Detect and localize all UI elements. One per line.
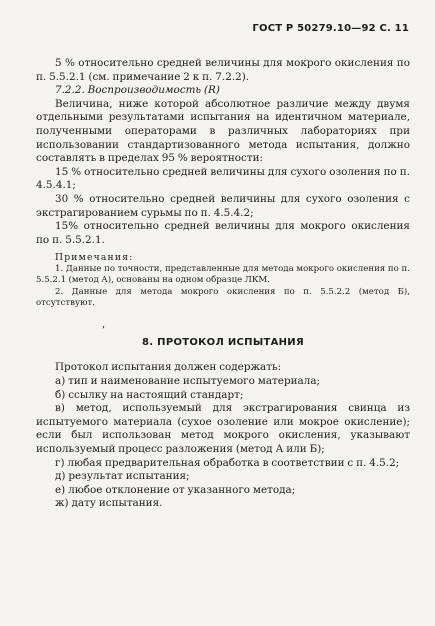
print-speck: , bbox=[102, 319, 106, 330]
list-item: д) результат испытания; bbox=[55, 470, 190, 483]
notes-block bbox=[36, 252, 410, 310]
precision-paragraphs bbox=[36, 57, 410, 247]
list-item: а) тип и наименование испытуемого материала; bbox=[55, 375, 321, 387]
list-item: е) любое отклонение от указанного метода; bbox=[55, 483, 296, 496]
paragraph-dry-ashing: 15 % относительно средней величины для сухого озоления по п. 4.5.4.1; bbox=[36, 165, 410, 192]
paragraph-reproducibility-definition: Величина, ниже которой абсолютное различие между двумя отдельными результатами испытания на идентичном материале, полученными операторами в различных лабораториях при использовании стандартизованного метода испытания, должно составлять в пределах 95 % вероятности: bbox=[36, 97, 410, 165]
note-item: 2. Данные для метода мокрого окисления по п. 5.5.2.2 (метод Б), отсутствуют. bbox=[36, 286, 410, 309]
notes-heading: Примечания: bbox=[55, 252, 134, 264]
report-requirements-list bbox=[36, 361, 410, 511]
section-title: 8. ПРОТОКОЛ ИСПЫТАНИЯ bbox=[142, 336, 304, 348]
page-header: ГОСТ Р 50279.10—92 С. 11 bbox=[252, 23, 409, 34]
list-item: Протокол испытания должен содержать: bbox=[55, 361, 282, 374]
paragraph-dry-ashing-antimony: 30 % относительно средней величины для сухого озоления с экстрагированием сурьмы по п. 4.5.4.2; bbox=[36, 192, 410, 219]
list-item: г) любая предварительная обработка в соответствии с п. 4.5.2; bbox=[55, 456, 400, 469]
list-item: в) метод, используемый для экстрагирования свинца из испытуемого материала (сухое озоление или мокрое окисление); если был использован метод мокрого окисления, указывают используемый процесс разложения (метод А или Б); bbox=[36, 402, 410, 455]
paragraph-reproducibility-heading: 7.2.2. Воспроизводимость (R) bbox=[55, 84, 220, 97]
note-item: 1. Данные по точности, представленные для метода мокрого окисления по п. 5.5.2.1 (метод А), основаны на одном образце ЛКМ. bbox=[36, 263, 410, 286]
document-body bbox=[36, 57, 410, 511]
list-item: ж) дату испытания. bbox=[55, 497, 163, 510]
list-item: б) ссылку на настоящий стандарт; bbox=[55, 388, 244, 401]
paragraph-repeatability-wet: 5 % относительно средней величины для мокрого окисления по п. 5.5.2.1 (см. примечание 2 к п. 7.2.2). bbox=[36, 57, 410, 83]
paragraph-wet-oxidation: 15% относительно средней величины для мокрого окисления по п. 5.5.2.1. bbox=[36, 220, 410, 246]
